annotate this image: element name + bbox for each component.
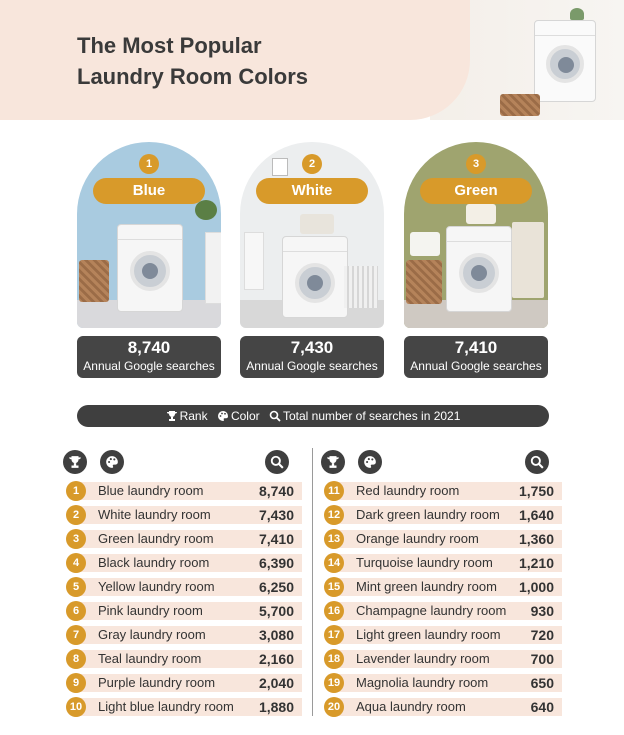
rank-badge: 10: [66, 697, 86, 717]
table-row: [66, 529, 302, 549]
trophy-icon: [63, 450, 87, 474]
color-name: Mint green laundry room: [356, 579, 497, 594]
towel-image: [244, 232, 264, 290]
rank-badge: 19: [324, 673, 344, 693]
color-name: Turquoise laundry room: [356, 555, 493, 570]
legend-rank: [166, 409, 211, 423]
search-value: 650: [530, 675, 554, 691]
search-icon: [269, 410, 281, 422]
rank-badge: 16: [324, 601, 344, 621]
color-label: Blue: [93, 178, 205, 204]
table-row: [66, 673, 302, 693]
search-value: 1,000: [518, 579, 554, 595]
color-name: Gray laundry room: [98, 627, 206, 642]
search-value: 720: [530, 627, 554, 643]
basket-image: [406, 260, 442, 304]
rank-badge: 6: [66, 601, 86, 621]
search-count: 7,430: [290, 338, 334, 357]
clothes-image: [410, 232, 440, 256]
washing-machine-image: [117, 224, 183, 312]
color-name: Purple laundry room: [98, 675, 216, 690]
color-name: Light blue laundry room: [98, 699, 234, 714]
rank-badge: 9: [66, 673, 86, 693]
color-name: Teal laundry room: [98, 651, 202, 666]
legend-color: [217, 409, 263, 423]
legend-searches-label: Total number of searches in 2021: [282, 409, 461, 423]
table-row: [66, 553, 302, 573]
table-row: [324, 601, 562, 621]
color-name: Magnolia laundry room: [356, 675, 489, 690]
color-name: Yellow laundry room: [98, 579, 215, 594]
plant-image: [570, 8, 584, 20]
rank-badge: 2: [302, 154, 322, 174]
shelf-image: [205, 232, 221, 304]
search-value: 8,740: [258, 483, 294, 499]
rank-badge: 3: [66, 529, 86, 549]
legend-color-label: Color: [230, 409, 260, 423]
rank-badge: 20: [324, 697, 344, 717]
search-value: 1,360: [518, 531, 554, 547]
search-caption: Annual Google searches: [83, 359, 215, 373]
table-row: [66, 697, 302, 717]
table-row: [324, 673, 562, 693]
rank-badge: 12: [324, 505, 344, 525]
search-value: 6,390: [258, 555, 294, 571]
search-value: 930: [530, 603, 554, 619]
rank-badge: 1: [139, 154, 159, 174]
color-name: Champagne laundry room: [356, 603, 507, 618]
rank-badge: 13: [324, 529, 344, 549]
search-value: 7,430: [258, 507, 294, 523]
header: [0, 0, 624, 120]
search-count: 7,410: [454, 338, 498, 357]
rank-badge: 15: [324, 577, 344, 597]
rank-badge: 17: [324, 625, 344, 645]
color-label: Green: [420, 178, 532, 204]
rank-badge: 18: [324, 649, 344, 669]
palette-icon: [358, 450, 382, 474]
trophy-icon: [321, 450, 345, 474]
color-name: Pink laundry room: [98, 603, 203, 618]
top-card-white: [240, 142, 384, 328]
rank-badge: 7: [66, 625, 86, 645]
rank-badge: 5: [66, 577, 86, 597]
search-value: 2,160: [258, 651, 294, 667]
search-count: 8,740: [127, 338, 171, 357]
search-value: 3,080: [258, 627, 294, 643]
basket-top-image: [300, 214, 334, 234]
search-value: 1,640: [518, 507, 554, 523]
basket-image: [79, 260, 109, 302]
hanging-laundry-image: [512, 222, 544, 298]
trophy-icon: [166, 410, 178, 422]
top-card-green: [404, 142, 548, 328]
search-value: 640: [530, 699, 554, 715]
search-icon: [525, 450, 549, 474]
table-row: [324, 577, 562, 597]
legend-rank-label: Rank: [179, 409, 208, 423]
rank-badge: 1: [66, 481, 86, 501]
washing-machine-image: [282, 236, 348, 318]
table-row: [324, 625, 562, 645]
title-line-1: The Most Popular: [77, 33, 262, 58]
rank-badge: 3: [466, 154, 486, 174]
table-row: [324, 649, 562, 669]
palette-icon: [217, 410, 229, 422]
search-value: 1,750: [518, 483, 554, 499]
palette-icon: [100, 450, 124, 474]
basket-image: [500, 94, 540, 116]
color-name: Light green laundry room: [356, 627, 501, 642]
table-row: [66, 505, 302, 525]
color-name: Red laundry room: [356, 483, 460, 498]
stat-box-green: [404, 336, 548, 378]
page-title: [77, 30, 377, 92]
search-caption: Annual Google searches: [410, 359, 542, 373]
search-value: 1,210: [518, 555, 554, 571]
table-row: [66, 625, 302, 645]
table-row: [66, 577, 302, 597]
search-icon: [265, 450, 289, 474]
plant-image: [195, 200, 217, 220]
search-value: 7,410: [258, 531, 294, 547]
stat-box-white: [240, 336, 384, 378]
column-divider: [312, 448, 313, 716]
legend-bar: [77, 405, 549, 427]
color-name: Lavender laundry room: [356, 651, 490, 666]
color-name: Blue laundry room: [98, 483, 204, 498]
search-caption: Annual Google searches: [246, 359, 378, 373]
table-row: [324, 505, 562, 525]
table-row: [324, 529, 562, 549]
rank-badge: 14: [324, 553, 344, 573]
hamper-image: [344, 266, 378, 308]
top-card-blue: [77, 142, 221, 328]
search-value: 1,880: [258, 699, 294, 715]
rank-badge: 11: [324, 481, 344, 501]
search-value: 6,250: [258, 579, 294, 595]
rank-badge: 2: [66, 505, 86, 525]
color-name: White laundry room: [98, 507, 211, 522]
legend-searches: [269, 409, 460, 423]
color-name: Orange laundry room: [356, 531, 479, 546]
table-row: [324, 697, 562, 717]
washing-machine-image: [446, 226, 512, 312]
title-line-2: Laundry Room Colors: [77, 64, 309, 89]
color-name: Green laundry room: [98, 531, 214, 546]
table-row: [324, 553, 562, 573]
search-value: 2,040: [258, 675, 294, 691]
table-row: [66, 649, 302, 669]
search-value: 5,700: [258, 603, 294, 619]
table-row: [66, 601, 302, 621]
washing-machine-image: [534, 20, 596, 102]
color-label: White: [256, 178, 368, 204]
color-name: Aqua laundry room: [356, 699, 466, 714]
table-row: [324, 481, 562, 501]
color-name: Black laundry room: [98, 555, 210, 570]
folded-towels-image: [466, 204, 496, 224]
table-row: [66, 481, 302, 501]
wall-clock-image: [272, 158, 288, 176]
rank-badge: 8: [66, 649, 86, 669]
search-value: 700: [530, 651, 554, 667]
stat-box-blue: [77, 336, 221, 378]
rank-badge: 4: [66, 553, 86, 573]
color-name: Dark green laundry room: [356, 507, 500, 522]
